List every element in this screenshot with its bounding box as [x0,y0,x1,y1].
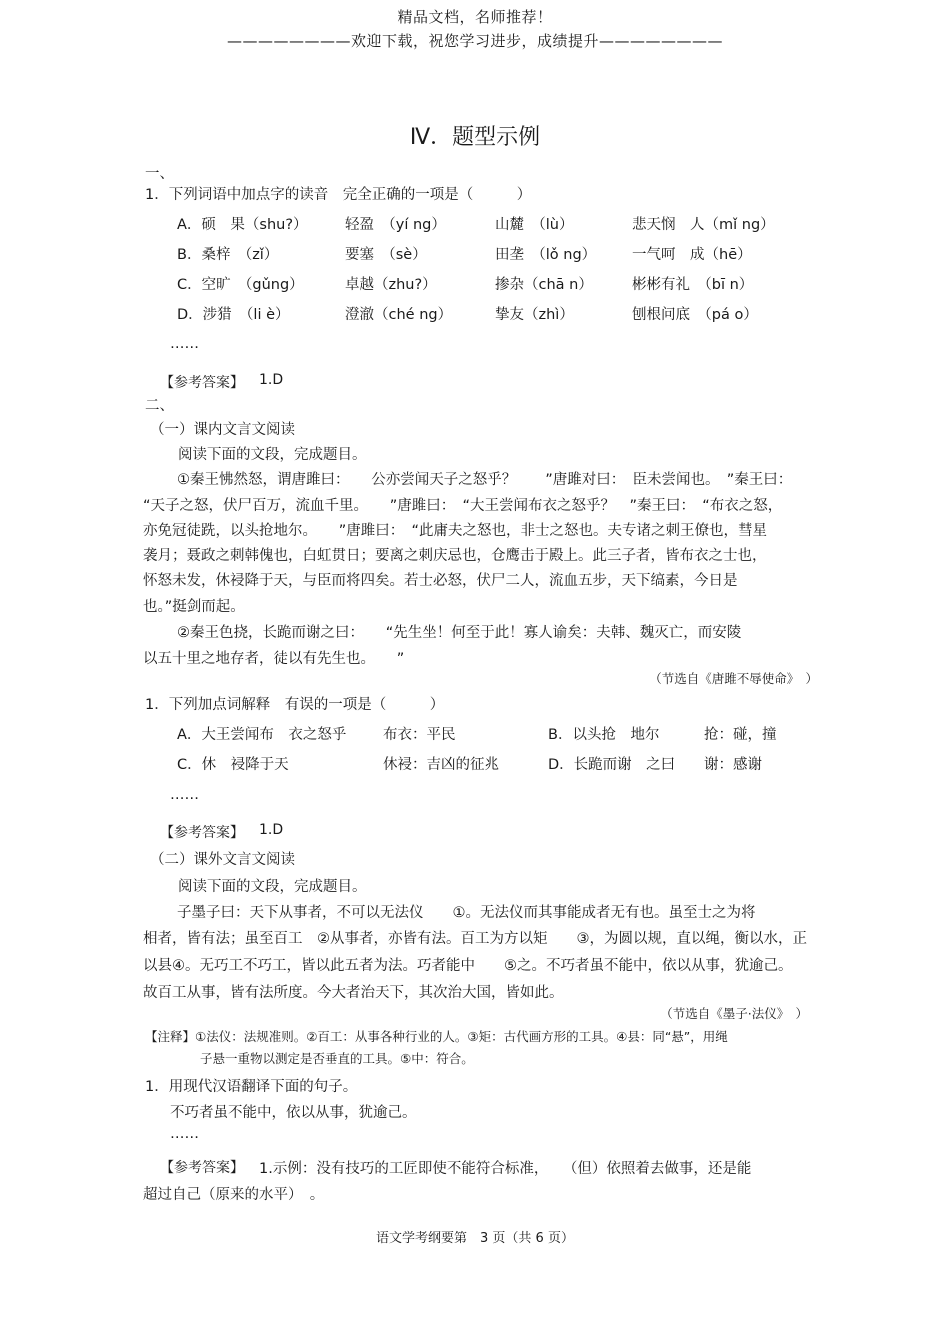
option-b: B．以头抢 地尔 [548,727,660,743]
instruction: 阅读下面的文段，完成题目。 [178,447,367,463]
answer-value-line-2: 超过自己（原来的水平） 。 [143,1187,325,1203]
option-a-meaning: 布衣：平民 [383,727,456,743]
answer-value: 1.D [259,372,284,388]
option-d-meaning: 谢：感谢 [704,757,762,773]
option-b-meaning: 抢：碰，撞 [704,727,777,743]
passage-line: ①秦王怫然怒，谓唐雎曰： 公亦尝闻天子之怒乎？ ”唐雎对曰： 臣未尝闻也。 ”秦王曰： [177,472,793,488]
source-citation: （节选自《墨子·法仪》 ） [660,1006,808,1021]
passage-line: “天子之怒，伏尸百万，流血千里。 ”唐雎曰： “大王尝闻布衣之怒乎？ ”秦王曰： “布衣之怒， [143,498,783,514]
translate-sentence: 不巧者虽不能中，依以从事，犹逾己。 [170,1105,417,1121]
option-d: D．长跪而谢 之曰 [548,757,676,773]
section-1-question: 1．下列词语中加点字的读音 完全正确的一项是（ ） [145,187,532,203]
option-c-col2: 卓越（zhu?） [345,277,437,293]
option-c-col4: 彬彬有礼 （bī n） [632,277,754,293]
option-d-col2: 澄澈（ché ng） [345,307,453,323]
header-line-1: 精品文档，名师推荐！ [397,8,553,26]
ellipsis: …… [170,787,199,803]
option-c-meaning: 休祲：吉凶的征兆 [383,757,499,773]
notes-line: 子悬一重物以测定是否垂直的工具。⑤中：符合。 [200,1051,474,1066]
option-b-col4: 一气呵 成（hē） [632,247,752,263]
option-b-col2: 要塞 （sè） [345,247,427,263]
notes-line: 【注释】①法仪：法规准则。②百工：从事各种行业的人。③矩：古代画方形的工具。④县：同“悬”，用绳 [145,1029,728,1044]
section-1-label: 一、 [145,166,174,182]
ellipsis: …… [170,1126,199,1142]
passage-line: 以五十里之地存者，徒以有先生也。 ” [143,651,405,667]
section-2-label: 二、 [145,398,174,414]
passage-line: ②秦王色挠，长跪而谢之曰： “先生坐！何至于此！寡人谕矣：夫韩、魏灭亡，而安陵 [177,625,742,641]
answer-value: 1.示例：没有技巧的工匠即使不能符合标准， （但）依照着去做事，还是能 [259,1161,752,1177]
answer-value: 1.D [259,822,284,838]
option-d-col3: 挚友（zhì） [495,307,574,323]
question: 1．下列加点词解释 有误的一项是（ ） [145,697,445,713]
passage-line: 袭月；聂政之刺韩傀也，白虹贯日；要离之刺庆忌也，仓鹰击于殿上。此三子者，皆布衣之士也， [143,548,767,564]
passage-line: 怀怒未发，休祲降于天，与臣而将四矣。若士必怒，伏尸二人，流血五步，天下缟素，今日是 [143,573,738,589]
option-d-col4: 刨根问底 （pá o） [632,307,758,323]
answer-label: 【参考答案】 [160,375,244,391]
option-b-col1: B．桑梓 （zǐ） [177,247,279,263]
source-citation: （节选自《唐雎不辱使命》 ） [649,671,818,686]
page-title: Ⅳ．题型示例 [409,125,541,150]
option-a: A．大王尝闻布 衣之怒乎 [177,727,347,743]
question: 1．用现代汉语翻译下面的句子。 [145,1079,358,1095]
part-1-title: （一）课内文言文阅读 [150,422,295,438]
option-d-col1: D．涉猎 （li è） [177,307,290,323]
ellipsis: …… [170,336,199,352]
option-c-col3: 掺杂（chā n） [495,277,593,293]
option-b-col3: 田垄 （lǒ ng） [495,247,597,263]
option-a-col1: A．硕 果（shu?） [177,217,308,233]
answer-label: 【参考答案】 [160,1160,244,1176]
option-a-col4: 悲天悯 人（mǐ ng） [632,217,775,233]
page-footer: 语文学考纲要第 3 页（共 6 页） [376,1231,574,1246]
passage-line: 亦免冠徒跣，以头抢地尔。 ”唐雎曰： “此庸夫之怒也，非士之怒也。夫专诸之刺王僚也，彗星 [143,523,768,539]
header-line-2: ————————欢迎下载，祝您学习进步，成绩提升———————— [226,32,723,50]
passage-line: 也。”挺剑而起。 [143,599,245,615]
option-a-col3: 山麓 （lù） [495,217,574,233]
passage-line: 子墨子曰：天下从事者，不可以无法仪 ①。无法仪而其事能成者无有也。虽至士之为将 [177,905,756,921]
option-c-col1: C．空旷 （gǔng） [177,277,304,293]
option-a-col2: 轻盈 （yí ng） [345,217,446,233]
option-c: C．休 祲降于天 [177,757,289,773]
passage-line: 以县④。无巧工不巧工，皆以此五者为法。巧者能中 ⑤之。不巧者虽不能中，依以从事，犹逾己。 [143,958,793,974]
part-2-title: （二）课外文言文阅读 [150,852,295,868]
answer-label: 【参考答案】 [160,825,244,841]
passage-line: 故百工从事，皆有法所度。今大者治天下，其次治大国，皆如此。 [143,985,564,1001]
instruction: 阅读下面的文段，完成题目。 [178,879,367,895]
passage-line: 相者，皆有法；虽至百工 ②从事者，亦皆有法。百工为方以矩 ③，为圆以规，直以绳，衡以水，正 [143,931,807,947]
